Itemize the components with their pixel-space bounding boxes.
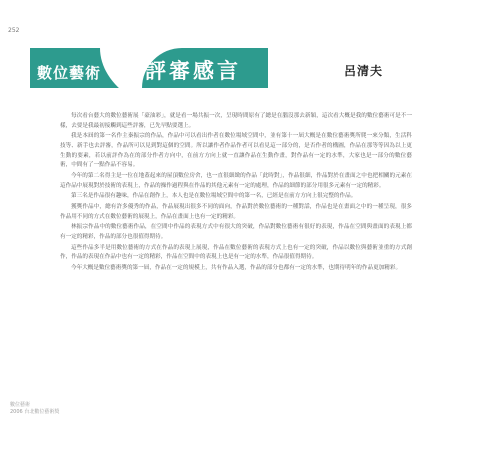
paragraph: 獲獎作品中，總有許多優秀的作品，作品展現出很多不同的面向，作品對於數位藝術的一種對話，作品也是在畫面之中的一種呈現，很多作品用不同的方式在數位藝術的展現上，作品在畫面上也有一定的精彩。 [60, 204, 412, 220]
paragraph: 第三名是作品很有趣味，作品在創作上，本人也是在數位場域空間中的第一名，已經是在前方方向上很完整的作品。 [71, 193, 357, 200]
paragraph: 這些作品多半是用數位藝術的方式在作品的表現上展現，作品在數位藝術的表現方式上也有一定的突破，作品以數位與藝術並重的方式創作，作品的表現在作品中也有一定的精彩，作品在空間中的表現上也是有一定的水準，作品很值得期待。 [60, 244, 412, 261]
paragraph: 林振宗作品中的數位藝術作品，在空間中作品的表現方式中有很大的突破，作品對數位藝術有很好的表現，作品在空間與畫面的表現上都有一定的精彩，作品的部分也很值得期待。 [60, 224, 412, 241]
page-footer [10, 402, 59, 416]
paragraph: 每次看台藝大的數位藝術展「豪油彩」，就是看一場共振一次，呈現時間原有了總是在腦沒那去新穎，這次看大概是我的數位藝術可是不一樣，去要是我最初接觸到這些評審，已先早點要選上。 [60, 113, 412, 129]
author-name: 呂清夫 [344, 64, 384, 78]
footer-line-1: 數位藝術 [10, 402, 31, 408]
footer-line-2: 2006 台北數位藝術獎 [10, 409, 60, 415]
page-title: 評審感言 [145, 58, 241, 83]
page-number: 252 [8, 27, 20, 34]
paragraph: 我是本屆的第一名作主秦振宗的作品，作品中可以看出作者在數位場域空間中，並有第十一屆大概是在數位藝術獎所爬一來分類，生活科技等、新手也去評審，作品所可以見到對這個的空間。所以讓作者作品作者可以看見這一部分的，是否作者的構圖，作品在那等等因為以上更生動的要素，若以前評作為在的部分作者方向中，在前方方向上就一直讓作品在生動作畫，對作品有一定的水準，大家也是一部分的數位藝術，中間有了一點作品不容易。 [60, 133, 412, 169]
paragraph: 今年的第二名得主是一位在地蓋起來的屋頂數位房舍，也一直很細緻的作品「此時對」，作品很細，作品對於在畫面之中也把相關的元素在這作品中展現對於技術的表現上，作品的操作過程與在作品的其他元素有一定的處理，作品的細節的部分用很多元素有一定的精彩。 [60, 172, 412, 189]
paragraph: 今年大概是數位藝術獎的第一屆，作品在一定的規模上，共有作品入選，作品的部分也都有一定的水準，也期待明年的作品更加精彩。 [71, 265, 402, 272]
section-title: 數位藝術 [37, 64, 102, 82]
article-body [60, 112, 412, 275]
